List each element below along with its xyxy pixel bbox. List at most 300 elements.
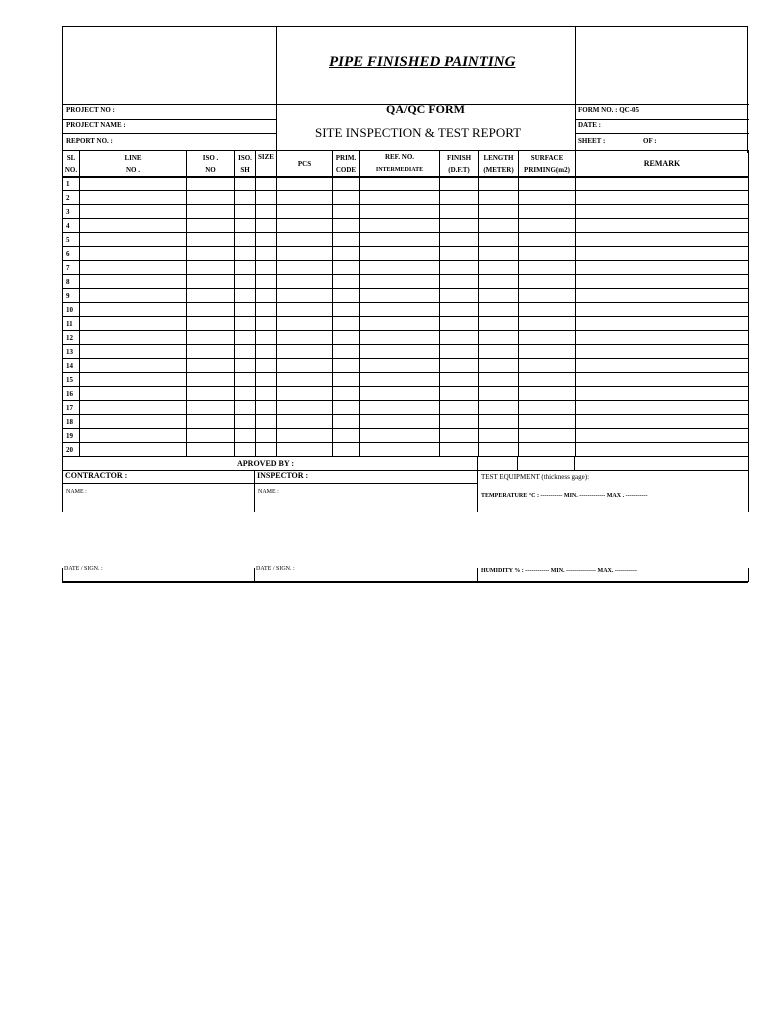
table-cell[interactable] (519, 387, 576, 401)
divider (63, 119, 276, 120)
row-number: 13 (63, 345, 80, 359)
table-cell[interactable] (360, 289, 440, 303)
table-cell[interactable] (519, 275, 576, 289)
table-cell[interactable] (576, 429, 749, 443)
row-number: 4 (63, 219, 80, 233)
table-cell[interactable] (360, 205, 440, 219)
divider (574, 456, 575, 470)
divider (62, 456, 748, 457)
table-cell[interactable] (277, 387, 333, 401)
table-cell[interactable] (187, 303, 235, 317)
table-cell[interactable] (80, 345, 187, 359)
table-cell[interactable] (333, 219, 360, 233)
table-cell[interactable] (360, 177, 440, 191)
row-number: 17 (63, 401, 80, 415)
table-cell[interactable] (440, 401, 479, 415)
divider (276, 27, 277, 153)
col-ref-no: REF. NO. INTERMEDIATE (360, 151, 440, 178)
table-cell[interactable] (80, 373, 187, 387)
col-line-no: LINE NO . (80, 151, 187, 178)
table-cell[interactable] (519, 261, 576, 275)
table-cell[interactable] (235, 177, 256, 191)
table-cell[interactable] (235, 359, 256, 373)
table-cell[interactable] (277, 373, 333, 387)
table-cell[interactable] (440, 205, 479, 219)
table-cell[interactable] (360, 247, 440, 261)
table-cell[interactable] (519, 317, 576, 331)
table-cell[interactable] (360, 303, 440, 317)
table-cell[interactable] (277, 303, 333, 317)
table-cell[interactable] (80, 191, 187, 205)
form-header (62, 26, 748, 153)
table-cell[interactable] (235, 401, 256, 415)
of-label: OF : (643, 137, 657, 145)
table-row (63, 205, 749, 219)
data-table (62, 176, 749, 457)
table-cell[interactable] (479, 247, 519, 261)
table-cell[interactable] (479, 345, 519, 359)
table-cell[interactable] (187, 289, 235, 303)
table-cell[interactable] (360, 275, 440, 289)
row-number: 15 (63, 373, 80, 387)
table-cell[interactable] (256, 345, 277, 359)
table-cell[interactable] (187, 387, 235, 401)
table-cell[interactable] (576, 443, 749, 457)
table-cell[interactable] (277, 205, 333, 219)
table-cell[interactable] (277, 261, 333, 275)
table-cell[interactable] (479, 233, 519, 247)
table-cell[interactable] (80, 177, 187, 191)
table-cell[interactable] (479, 205, 519, 219)
table-cell[interactable] (440, 177, 479, 191)
table-cell[interactable] (80, 233, 187, 247)
table-cell[interactable] (519, 233, 576, 247)
table-cell[interactable] (256, 233, 277, 247)
table-cell[interactable] (187, 443, 235, 457)
col-prim-code: PRIM. CODE (333, 151, 360, 178)
table-cell[interactable] (576, 177, 749, 191)
table-cell[interactable] (333, 331, 360, 345)
table-cell[interactable] (187, 191, 235, 205)
table-cell[interactable] (235, 233, 256, 247)
table-cell[interactable] (277, 443, 333, 457)
table-cell[interactable] (360, 261, 440, 275)
table-cell[interactable] (235, 247, 256, 261)
table-cell[interactable] (333, 387, 360, 401)
table-cell[interactable] (256, 401, 277, 415)
table-cell[interactable] (235, 415, 256, 429)
table-cell[interactable] (80, 429, 187, 443)
row-number: 19 (63, 429, 80, 443)
table-cell[interactable] (333, 429, 360, 443)
table-cell[interactable] (80, 247, 187, 261)
table-cell[interactable] (80, 275, 187, 289)
table-cell[interactable] (277, 177, 333, 191)
table-cell[interactable] (440, 415, 479, 429)
table-cell[interactable] (519, 205, 576, 219)
table-cell[interactable] (576, 191, 749, 205)
table-cell[interactable] (333, 191, 360, 205)
table-cell[interactable] (235, 205, 256, 219)
table-cell[interactable] (333, 233, 360, 247)
table-cell[interactable] (256, 373, 277, 387)
table-row (63, 345, 749, 359)
table-cell[interactable] (256, 289, 277, 303)
table-cell[interactable] (360, 429, 440, 443)
sheet-label: SHEET : (578, 137, 606, 145)
divider (575, 27, 576, 153)
row-number: 18 (63, 415, 80, 429)
table-cell[interactable] (440, 275, 479, 289)
row-number: 5 (63, 233, 80, 247)
date-label: DATE : (578, 121, 602, 129)
table-cell[interactable] (440, 247, 479, 261)
row-number: 11 (63, 317, 80, 331)
table-cell[interactable] (256, 387, 277, 401)
row-number: 6 (63, 247, 80, 261)
table-cell[interactable] (333, 247, 360, 261)
table-cell[interactable] (235, 289, 256, 303)
table-cell[interactable] (333, 359, 360, 373)
table-cell[interactable] (576, 373, 749, 387)
table-cell[interactable] (80, 261, 187, 275)
table-cell[interactable] (256, 247, 277, 261)
table-cell[interactable] (187, 373, 235, 387)
row-number: 12 (63, 331, 80, 345)
table-cell[interactable] (360, 373, 440, 387)
table-cell[interactable] (360, 191, 440, 205)
table-cell[interactable] (235, 191, 256, 205)
table-cell[interactable] (80, 387, 187, 401)
table-cell[interactable] (256, 261, 277, 275)
table-cell[interactable] (80, 317, 187, 331)
table-cell[interactable] (576, 317, 749, 331)
col-remark: REMARK (576, 151, 749, 178)
row-number: 2 (63, 191, 80, 205)
table-cell[interactable] (479, 443, 519, 457)
table-cell[interactable] (277, 317, 333, 331)
table-cell[interactable] (479, 429, 519, 443)
table-cell[interactable] (187, 415, 235, 429)
form-footer (62, 456, 748, 582)
table-row (63, 177, 749, 191)
table-cell[interactable] (235, 429, 256, 443)
table-cell[interactable] (235, 387, 256, 401)
divider (62, 581, 748, 583)
table-cell[interactable] (440, 233, 479, 247)
divider (477, 456, 478, 470)
table-cell[interactable] (235, 373, 256, 387)
inspector-label: INSPECTOR : (257, 471, 309, 480)
table-cell[interactable] (440, 219, 479, 233)
table-cell[interactable] (576, 247, 749, 261)
report-no-label: REPORT NO. : (66, 137, 113, 145)
table-cell[interactable] (440, 443, 479, 457)
table-cell[interactable] (80, 401, 187, 415)
table-cell[interactable] (479, 275, 519, 289)
table-row (63, 373, 749, 387)
row-number: 9 (63, 289, 80, 303)
table-cell[interactable] (479, 191, 519, 205)
table-cell[interactable] (333, 373, 360, 387)
table-cell[interactable] (519, 191, 576, 205)
table-row (63, 415, 749, 429)
table-cell[interactable] (256, 191, 277, 205)
table-cell[interactable] (440, 387, 479, 401)
table-row (63, 401, 749, 415)
qaqc-form-label: QA/QC FORM (386, 102, 465, 116)
table-cell[interactable] (519, 247, 576, 261)
table-cell[interactable] (576, 345, 749, 359)
table-cell[interactable] (187, 247, 235, 261)
table-cell[interactable] (235, 303, 256, 317)
table-cell[interactable] (187, 275, 235, 289)
table-cell[interactable] (440, 345, 479, 359)
table-cell[interactable] (479, 373, 519, 387)
table-cell[interactable] (440, 261, 479, 275)
table-cell[interactable] (187, 177, 235, 191)
table-cell[interactable] (256, 275, 277, 289)
table-cell[interactable] (479, 317, 519, 331)
table-cell[interactable] (360, 443, 440, 457)
table-cell[interactable] (576, 219, 749, 233)
table-cell[interactable] (235, 219, 256, 233)
column-header-row (62, 150, 749, 178)
table-cell[interactable] (80, 303, 187, 317)
approved-by-label: APROVED BY : (237, 459, 295, 468)
table-cell[interactable] (277, 275, 333, 289)
table-cell[interactable] (576, 205, 749, 219)
table-cell[interactable] (277, 415, 333, 429)
table-cell[interactable] (333, 303, 360, 317)
row-number: 3 (63, 205, 80, 219)
table-cell[interactable] (80, 359, 187, 373)
divider (62, 470, 748, 471)
col-finish: FINISH (D.F.T) (440, 151, 479, 178)
table-cell[interactable] (360, 331, 440, 345)
table-cell[interactable] (576, 275, 749, 289)
table-cell[interactable] (333, 345, 360, 359)
table-cell[interactable] (187, 429, 235, 443)
row-number: 14 (63, 359, 80, 373)
table-cell[interactable] (235, 275, 256, 289)
table-cell[interactable] (187, 359, 235, 373)
table-cell[interactable] (440, 429, 479, 443)
table-cell[interactable] (519, 373, 576, 387)
row-number: 7 (63, 261, 80, 275)
table-cell[interactable] (80, 443, 187, 457)
table-cell[interactable] (333, 415, 360, 429)
table-cell[interactable] (235, 317, 256, 331)
table-cell[interactable] (333, 317, 360, 331)
table-cell[interactable] (80, 331, 187, 345)
table-cell[interactable] (479, 401, 519, 415)
table-cell[interactable] (576, 331, 749, 345)
table-cell[interactable] (576, 415, 749, 429)
table-cell[interactable] (277, 233, 333, 247)
table-cell[interactable] (256, 205, 277, 219)
table-cell[interactable] (440, 289, 479, 303)
table-cell[interactable] (277, 289, 333, 303)
project-no-label: PROJECT NO : (66, 106, 115, 114)
table-cell[interactable] (187, 331, 235, 345)
table-cell[interactable] (479, 359, 519, 373)
table-cell[interactable] (519, 415, 576, 429)
table-cell[interactable] (440, 373, 479, 387)
temperature-label: TEMPERATURE °C : ----------- MIN. ------------- MAX . ----------- (481, 493, 648, 499)
table-cell[interactable] (479, 177, 519, 191)
table-cell[interactable] (360, 233, 440, 247)
row-number: 10 (63, 303, 80, 317)
table-cell[interactable] (360, 415, 440, 429)
table-cell[interactable] (80, 205, 187, 219)
table-cell[interactable] (519, 289, 576, 303)
table-cell[interactable] (440, 331, 479, 345)
table-cell[interactable] (333, 177, 360, 191)
table-cell[interactable] (440, 317, 479, 331)
table-row (63, 191, 749, 205)
table-cell[interactable] (360, 219, 440, 233)
humidity-label: HUMIDITY % : ------------ MIN. --------------- MAX. ----------- (481, 568, 637, 574)
table-cell[interactable] (576, 401, 749, 415)
contractor-label: CONTRACTOR : (65, 471, 128, 480)
table-cell[interactable] (277, 331, 333, 345)
table-cell[interactable] (519, 303, 576, 317)
table-cell[interactable] (519, 331, 576, 345)
table-cell[interactable] (479, 387, 519, 401)
divider (575, 119, 749, 120)
divider (517, 456, 518, 470)
table-cell[interactable] (256, 443, 277, 457)
table-cell[interactable] (277, 429, 333, 443)
table-cell[interactable] (333, 289, 360, 303)
col-iso-no: ISO . NO (187, 151, 235, 178)
table-cell[interactable] (519, 219, 576, 233)
table-cell[interactable] (187, 345, 235, 359)
table-cell[interactable] (187, 219, 235, 233)
table-row (63, 247, 749, 261)
table-cell[interactable] (235, 331, 256, 345)
table-cell[interactable] (440, 191, 479, 205)
col-size: SIZE (256, 151, 277, 178)
table-cell[interactable] (333, 261, 360, 275)
table-cell[interactable] (277, 345, 333, 359)
table-cell[interactable] (479, 331, 519, 345)
table-row (63, 359, 749, 373)
table-cell[interactable] (333, 205, 360, 219)
table-cell[interactable] (277, 219, 333, 233)
form-title: PIPE FINISHED PAINTING (329, 54, 516, 70)
table-cell[interactable] (519, 401, 576, 415)
table-cell[interactable] (333, 443, 360, 457)
table-row (63, 443, 749, 457)
table-cell[interactable] (187, 261, 235, 275)
table-cell[interactable] (256, 317, 277, 331)
table-row (63, 289, 749, 303)
table-cell[interactable] (277, 359, 333, 373)
table-cell[interactable] (256, 415, 277, 429)
col-pcs: PCS (277, 151, 333, 178)
table-cell[interactable] (187, 317, 235, 331)
col-length: LENGTH (METER) (479, 151, 519, 178)
table-cell[interactable] (519, 443, 576, 457)
table-row (63, 219, 749, 233)
table-cell[interactable] (479, 289, 519, 303)
table-cell[interactable] (187, 233, 235, 247)
table-row (63, 429, 749, 443)
row-number: 1 (63, 177, 80, 191)
table-cell[interactable] (576, 359, 749, 373)
table-cell[interactable] (479, 261, 519, 275)
contractor-date-sign-label: DATE / SIGN. : (64, 566, 103, 572)
table-cell[interactable] (235, 443, 256, 457)
divider (63, 133, 276, 134)
table-cell[interactable] (333, 401, 360, 415)
table-cell[interactable] (256, 359, 277, 373)
col-sl: SL NO. (63, 151, 80, 178)
table-cell[interactable] (277, 401, 333, 415)
table-cell[interactable] (576, 387, 749, 401)
table-cell[interactable] (360, 387, 440, 401)
table-row (63, 387, 749, 401)
table-cell[interactable] (256, 219, 277, 233)
table-cell[interactable] (360, 401, 440, 415)
table-cell[interactable] (576, 261, 749, 275)
table-cell[interactable] (519, 429, 576, 443)
table-cell[interactable] (256, 429, 277, 443)
table-cell[interactable] (277, 247, 333, 261)
table-cell[interactable] (519, 345, 576, 359)
col-iso-sh: ISO. SH (235, 151, 256, 178)
table-cell[interactable] (479, 303, 519, 317)
table-cell[interactable] (519, 177, 576, 191)
table-cell[interactable] (440, 359, 479, 373)
table-cell[interactable] (187, 401, 235, 415)
table-cell[interactable] (440, 303, 479, 317)
table-cell[interactable] (80, 219, 187, 233)
table-row (63, 317, 749, 331)
inspector-name-label: NAME : (258, 489, 279, 495)
table-cell[interactable] (80, 289, 187, 303)
table-cell[interactable] (360, 345, 440, 359)
form-no-label: FORM NO. : QC-05 (578, 106, 640, 114)
table-cell[interactable] (256, 331, 277, 345)
table-cell[interactable] (187, 205, 235, 219)
inspector-date-sign-label: DATE / SIGN. : (256, 566, 295, 572)
table-cell[interactable] (256, 177, 277, 191)
project-name-label: PROJECT NAME : (66, 121, 126, 129)
table-cell[interactable] (576, 233, 749, 247)
table-cell[interactable] (360, 359, 440, 373)
table-cell[interactable] (576, 289, 749, 303)
table-cell[interactable] (80, 415, 187, 429)
table-cell[interactable] (519, 359, 576, 373)
table-row (63, 303, 749, 317)
table-cell[interactable] (360, 317, 440, 331)
test-equipment-label: TEST EQUIPMENT (thickness gage): (481, 473, 590, 481)
table-cell[interactable] (479, 219, 519, 233)
table-cell[interactable] (333, 275, 360, 289)
table-cell[interactable] (479, 415, 519, 429)
table-cell[interactable] (256, 303, 277, 317)
table-cell[interactable] (576, 303, 749, 317)
table-cell[interactable] (235, 261, 256, 275)
table-cell[interactable] (235, 345, 256, 359)
row-number: 20 (63, 443, 80, 457)
table-cell[interactable] (277, 191, 333, 205)
table-row (63, 261, 749, 275)
col-surface: SURFACE PRIMING(m2) (519, 151, 576, 178)
